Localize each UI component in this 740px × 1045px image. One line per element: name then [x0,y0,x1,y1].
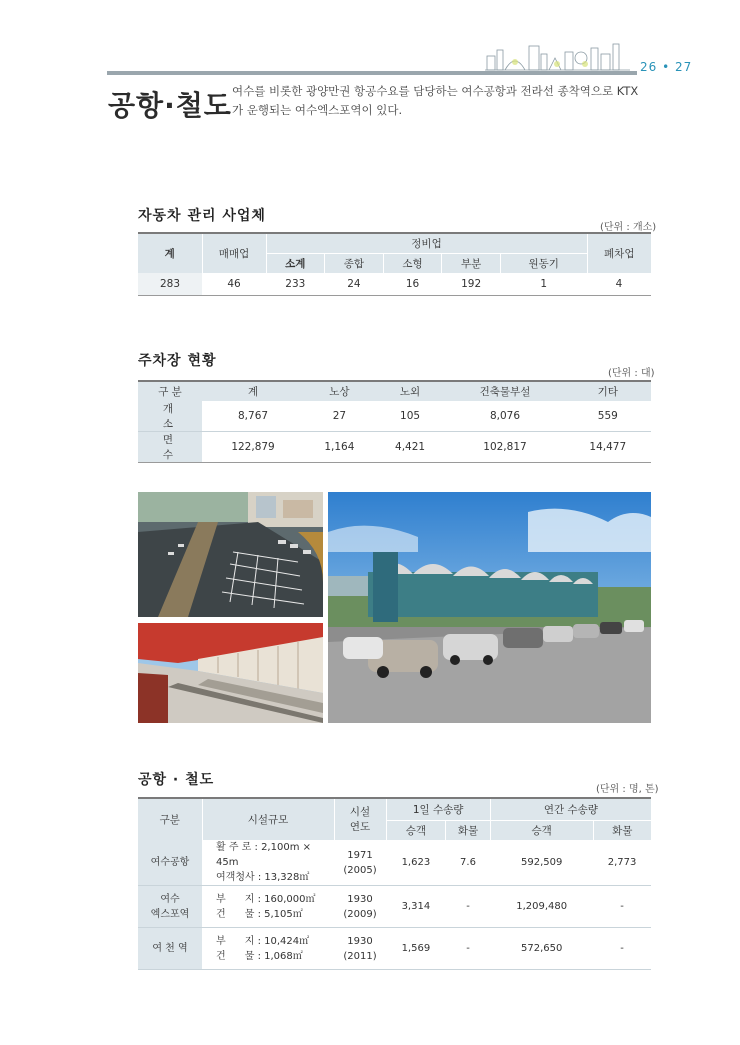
row-label: 여수공항 [138,840,202,886]
airport-rail-table [138,797,651,970]
cell: 24 [347,277,361,290]
parking-lot-aerial-photo [138,492,323,617]
cell: - [593,928,651,970]
scale-line: 부 지 : 10,424㎡ [216,935,310,947]
train-platform-photo [138,623,323,723]
cell: 1 [540,277,548,290]
parking-table [138,380,651,463]
page-numbers: 26 • 27 [640,60,693,74]
section-title-airport-rail: 공항 · 철도 [138,772,215,788]
cell: 27 [304,401,375,432]
scale-line: 여객청사 : 13,328㎡ [216,872,310,883]
header-annual: 연간 수송량 [490,798,651,820]
cell: 592,509 [490,840,593,886]
unit-label: (단위 : 대) [608,368,655,379]
cell: 1,623 [386,840,446,886]
year-line: (2011) [343,950,377,962]
cell: 1,569 [386,928,446,970]
row-label: 면 수 [138,432,202,463]
header-scale: 시설규모 [202,798,334,840]
cell: - [593,886,651,928]
cell: 8,767 [202,401,304,432]
year-line: 1971 [347,849,373,861]
header-other: 기타 [565,381,651,401]
header-motor: 원동기 [500,253,587,273]
row-label: 여 천 역 [138,928,202,970]
header-sales: 매매업 [202,233,266,273]
vehicle-business-table [138,232,651,296]
header-annual-cargo: 화물 [593,820,651,840]
cell: 4 [615,277,623,290]
table-row [138,840,651,886]
year-line: (2005) [343,864,377,876]
city-skyline-icon [485,42,630,72]
year-line: (2009) [343,908,377,920]
cell: 1,164 [324,441,355,453]
cell: 192 [461,277,482,290]
cell: 559 [565,401,651,432]
year-cell [334,928,386,970]
cell: 1,209,480 [490,886,593,928]
cell: 102,817 [483,441,527,453]
scale-cell [202,886,334,928]
header-parts: 부분 [442,253,501,273]
year-line: 1930 [347,893,373,905]
row-label: 개 소 [138,401,202,432]
table-row [138,432,651,463]
header-building: 건축물부설 [445,381,564,401]
table-row [138,886,651,928]
cell: 283 [138,273,202,295]
chapter-title: 공항·철도 [108,89,232,122]
header-rule [107,71,637,75]
row-label: 여수 엑스포역 [138,886,202,928]
cell: 572,650 [490,928,593,970]
cell: 2,773 [593,840,651,886]
cell: 4,421 [395,441,426,453]
header-category: 구 분 [138,381,202,401]
header-general: 종합 [325,253,384,273]
header-small: 소형 [383,253,442,273]
scale-line: 건 물 : 5,105㎡ [216,908,303,920]
year-line: 1930 [347,935,373,947]
header-year: 시설 연도 [334,798,386,840]
unit-label: (단위 : 개소) [600,222,657,233]
header-annual-passenger: 승객 [490,820,593,840]
cell: 7.6 [446,840,490,886]
cell: 46 [227,277,241,290]
cell: 14,477 [589,441,627,453]
year-cell [334,840,386,886]
cell: 105 [375,401,446,432]
cell: 8,076 [445,401,564,432]
header-daily: 1일 수송량 [386,798,490,820]
unit-label: (단위 : 명, 톤) [596,784,659,795]
cell: - [446,928,490,970]
section-title-vehicle-business: 자동차 관리 사업체 [138,208,266,224]
scale-line: 건 물 : 1,068㎡ [216,950,303,962]
header-offstreet: 노외 [375,381,446,401]
cell: 16 [405,277,420,290]
header-street: 노상 [304,381,375,401]
table-row [138,401,651,432]
scale-line: 활 주 로 : 2,100m × 45m [216,842,311,868]
header-repair: 정비업 [266,233,587,253]
table-row [138,273,651,295]
year-cell [334,886,386,928]
cell: 233 [285,277,306,290]
header-total: 계 [164,248,175,260]
cell: 3,314 [386,886,446,928]
header-subtotal: 소계 [266,253,325,273]
scale-cell [202,840,334,886]
airport-terminal-photo [328,492,651,723]
table-row [138,928,651,970]
chapter-description: 여수를 비롯한 광양만권 항공수요를 담당하는 여수공항과 전라선 종착역으로 KTX가 운행되는 여수엑스포역이 있다. [232,84,639,117]
scale-line: 부 지 : 160,000㎡ [216,893,316,905]
cell: 122,879 [231,441,275,453]
cell: - [446,886,490,928]
scale-cell [202,928,334,970]
header-daily-cargo: 화물 [446,820,490,840]
header-total: 계 [202,381,304,401]
header-scrap: 폐차업 [587,233,651,273]
header-category: 구분 [159,814,180,826]
header-daily-passenger: 승객 [386,820,446,840]
section-title-parking: 주차장 현황 [138,353,217,369]
